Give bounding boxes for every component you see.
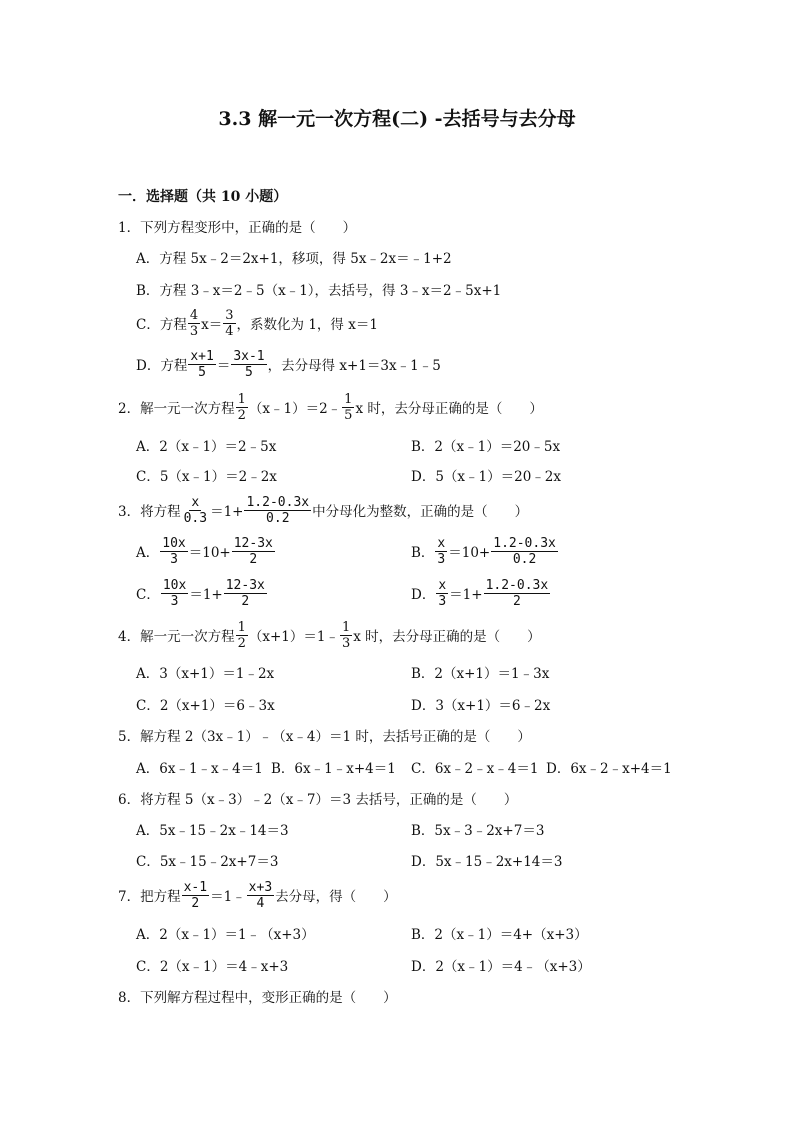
fraction <box>342 393 354 422</box>
question-1-stem: 1．下列方程变形中，正确的是（ ） <box>118 220 357 236</box>
denominator: 2 <box>237 407 246 423</box>
fraction <box>182 496 209 525</box>
denominator: 2 <box>249 551 258 567</box>
option-middle: ＝1+ <box>449 587 483 603</box>
numerator: 1 <box>341 619 351 635</box>
numerator: x-1 <box>183 879 208 895</box>
denominator: 3 <box>341 635 351 651</box>
denominator: 2 <box>512 593 521 609</box>
numerator: 3x-1 <box>233 348 265 364</box>
numerator: 1 <box>237 619 246 635</box>
option-label: A． <box>136 545 160 561</box>
denominator: 5 <box>344 407 353 423</box>
denominator: 2 <box>237 635 246 651</box>
denominator: 3 <box>437 551 446 567</box>
numerator: 10x <box>162 577 187 593</box>
question-5-option-b: B．6x﹣1﹣x+4＝1 <box>271 761 396 777</box>
stem-suffix: x 时，去分母正确的是（ ） <box>355 401 543 417</box>
numerator: 1.2-0.3x <box>246 494 310 510</box>
option-c-middle: x＝ <box>201 317 223 333</box>
stem-middle: （x+1）＝1﹣ <box>248 629 339 645</box>
question-5-option-c: C．6x﹣2﹣x﹣4＝1 <box>411 761 539 777</box>
denominator: 4 <box>256 895 265 911</box>
question-1-option-a: A．方程 5x﹣2＝2x+1，移项，得 5x﹣2x＝﹣1+2 <box>136 251 452 267</box>
fraction <box>484 579 551 608</box>
question-7-option-d: D．2（x﹣1）＝4﹣（x+3） <box>411 959 591 975</box>
fraction <box>436 579 448 608</box>
numerator: x <box>191 494 200 510</box>
fraction <box>247 881 274 910</box>
stem-suffix: 去分母，得（ ） <box>275 889 397 905</box>
fraction <box>236 393 248 422</box>
question-3-stem <box>118 492 528 528</box>
fraction <box>236 621 248 650</box>
fraction <box>188 309 200 338</box>
numerator: x <box>437 535 446 551</box>
question-4-option-a: A．3（x+1）＝1﹣2x <box>136 666 275 682</box>
stem-middle: ＝1﹣ <box>210 889 246 905</box>
question-7-option-a: A．2（x﹣1）＝1﹣（x+3） <box>136 927 315 943</box>
fraction <box>224 579 267 608</box>
stem-suffix: x 时，去分母正确的是（ ） <box>353 629 541 645</box>
denominator: 5 <box>245 364 253 380</box>
stem-middle: （x﹣1）＝2﹣ <box>248 401 342 417</box>
question-4-stem <box>118 617 541 653</box>
option-d-suffix: ，去分母得 x+1＝3x﹣1﹣5 <box>267 358 441 374</box>
question-3-option-d <box>411 575 551 611</box>
stem-prefix: 4．解一元一次方程 <box>118 629 235 645</box>
option-label: D． <box>411 587 436 603</box>
stem-middle: ＝1+ <box>210 504 244 520</box>
numerator: 3 <box>225 307 234 323</box>
numerator: x+1 <box>190 348 214 364</box>
question-6-option-d: D．5x﹣15﹣2x+14＝3 <box>411 854 563 870</box>
question-6-stem: 6．将方程 5（x﹣3）﹣2（x﹣7）＝3 去括号，正确的是（ ） <box>118 792 518 808</box>
numerator: 12-3x <box>233 535 273 551</box>
option-d-prefix: D．方程 <box>136 358 188 374</box>
question-3-option-a <box>136 533 276 569</box>
question-2-option-a: A．2（x﹣1）＝2﹣5x <box>136 439 277 455</box>
question-6-option-b: B．5x﹣3﹣2x+7＝3 <box>411 823 545 839</box>
option-middle: ＝10+ <box>448 545 491 561</box>
fraction <box>232 537 275 566</box>
denominator: 4 <box>225 323 234 339</box>
option-label: B． <box>411 545 435 561</box>
question-1-option-d <box>136 346 441 382</box>
option-middle: ＝1+ <box>189 587 223 603</box>
question-1-option-b: B．方程 3﹣x＝2﹣5（x﹣1），去括号，得 3﹣x＝2﹣5x+1 <box>136 283 502 299</box>
numerator: 10x <box>162 535 186 551</box>
fraction <box>182 881 209 910</box>
question-2-option-c: C．5（x﹣1）＝2﹣2x <box>136 469 277 485</box>
question-4-option-c: C．2（x+1）＝6﹣3x <box>136 698 275 714</box>
denominator: 0.2 <box>512 551 537 567</box>
denominator: 0.2 <box>266 510 290 526</box>
question-2-option-d: D．5（x﹣1）＝20﹣2x <box>411 469 561 485</box>
denominator: 3 <box>170 593 179 609</box>
question-4-option-d: D．3（x+1）＝6﹣2x <box>411 698 551 714</box>
question-3-option-c <box>136 575 268 611</box>
option-d-middle: ＝ <box>216 358 231 374</box>
fraction <box>188 350 215 379</box>
denominator: 0.3 <box>183 510 208 526</box>
option-c-prefix: C．方程 <box>136 317 187 333</box>
question-5-option-d: D．6x﹣2﹣x+4＝1 <box>546 761 672 777</box>
denominator: 3 <box>189 323 199 339</box>
fraction <box>244 496 311 525</box>
denominator: 2 <box>241 593 250 609</box>
question-5-stem: 5．解方程 2（3x﹣1）﹣（x﹣4）＝1 时，去括号正确的是（ ） <box>118 729 531 745</box>
question-8-stem: 8．下列解方程过程中，变形正确的是（ ） <box>118 990 397 1006</box>
numerator: 1 <box>344 391 353 407</box>
question-2-stem <box>118 389 543 425</box>
stem-prefix: 3．将方程 <box>118 504 181 520</box>
question-6-option-a: A．5x﹣15﹣2x﹣14＝3 <box>136 823 289 839</box>
numerator: x+3 <box>248 879 273 895</box>
denominator: 3 <box>170 551 178 567</box>
question-2-option-b: B．2（x﹣1）＝20﹣5x <box>411 439 561 455</box>
question-1-option-c <box>136 305 378 341</box>
fraction <box>223 309 235 338</box>
numerator: 1.2-0.3x <box>493 535 556 551</box>
fraction <box>160 537 187 566</box>
stem-prefix: 2．解一元一次方程 <box>118 401 235 417</box>
option-label: C． <box>136 587 160 603</box>
numerator: x <box>438 577 447 593</box>
option-middle: ＝10+ <box>188 545 231 561</box>
question-7-option-c: C．2（x﹣1）＝4﹣x+3 <box>136 959 289 975</box>
option-c-suffix: ，系数化为 1，得 x＝1 <box>236 317 378 333</box>
fraction <box>340 621 352 650</box>
numerator: 1.2-0.3x <box>485 577 549 593</box>
question-6-option-c: C．5x﹣15﹣2x+7＝3 <box>136 854 279 870</box>
page-title: 3.3 解一元一次方程(二) -去括号与去分母 <box>218 108 576 130</box>
numerator: 4 <box>189 307 199 323</box>
question-7-stem <box>118 877 397 913</box>
section-heading: 一．选择题（共 10 小题） <box>118 189 288 205</box>
fraction <box>435 537 447 566</box>
fraction <box>231 350 266 379</box>
denominator: 5 <box>198 364 206 380</box>
question-7-option-b: B．2（x﹣1）＝4+（x+3） <box>411 927 588 943</box>
question-3-option-b <box>411 533 559 569</box>
stem-prefix: 7．把方程 <box>118 889 181 905</box>
numerator: 1 <box>237 391 246 407</box>
denominator: 3 <box>438 593 447 609</box>
stem-suffix: 中分母化为整数，正确的是（ ） <box>312 504 529 520</box>
numerator: 12-3x <box>225 577 265 593</box>
fraction <box>161 579 188 608</box>
fraction <box>491 537 558 566</box>
denominator: 2 <box>191 895 200 911</box>
question-4-option-b: B．2（x+1）＝1﹣3x <box>411 666 550 682</box>
question-5-option-a: A．6x﹣1﹣x﹣4＝1 <box>136 761 263 777</box>
